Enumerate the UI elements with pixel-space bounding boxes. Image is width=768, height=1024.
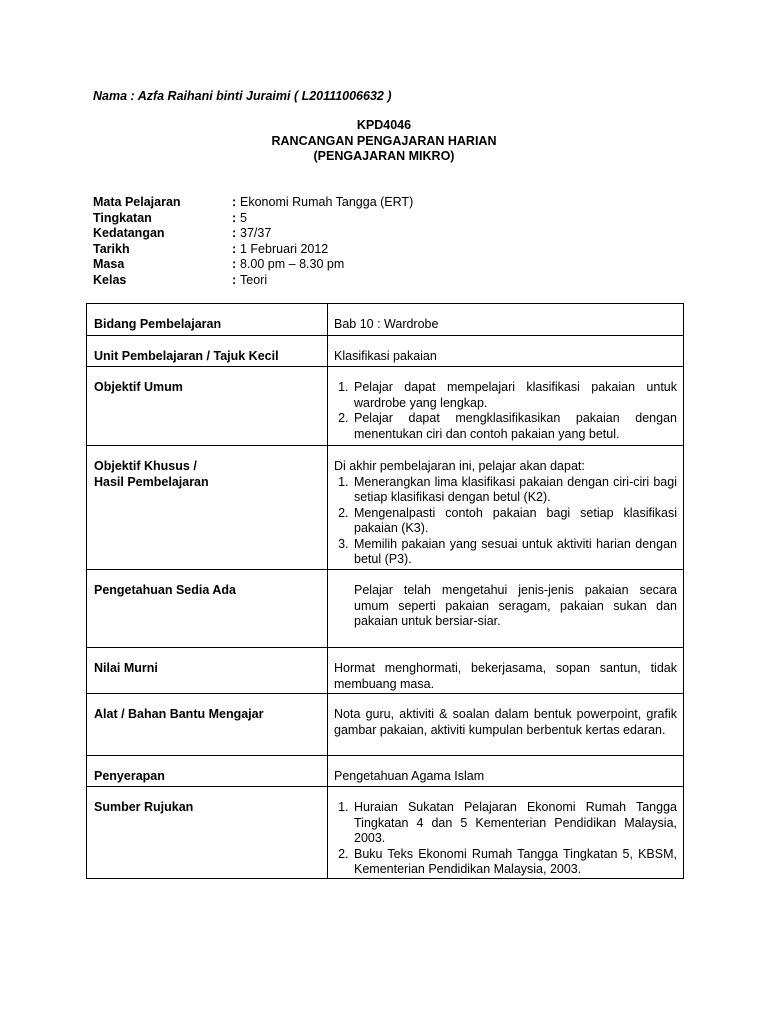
row-value: Bab 10 : Wardrobe (328, 304, 684, 336)
info-row-time (93, 257, 413, 273)
lesson-plan-table (86, 303, 684, 879)
row-value: Nota guru, aktiviti & soalan dalam bentuk powerpoint, grafik gambar pakaian, aktiviti kumpulan berbentuk kertas edaran. (328, 694, 684, 756)
row-label: Sumber Rujukan (87, 787, 328, 879)
info-colon: : (232, 195, 237, 209)
info-label: Mata Pelajaran (93, 195, 181, 209)
table-row-objektif-umum (87, 367, 684, 446)
objektif-khusus-intro: Di akhir pembelajaran ini, pelajar akan dapat: (334, 459, 585, 473)
table-row-unit (87, 336, 684, 367)
row-label-line: Objektif Khusus / (94, 459, 197, 473)
course-code: KPD4046 (356, 118, 412, 132)
table-row-bidang (87, 304, 684, 336)
row-label: Unit Pembelajaran / Tajuk Kecil (87, 336, 328, 367)
sumber-list (334, 800, 677, 878)
row-label: Penyerapan (87, 756, 328, 787)
table-row-objektif-khusus (87, 446, 684, 570)
row-value (328, 367, 684, 446)
info-value: 8.00 pm – 8.30 pm (240, 257, 345, 271)
info-row-date (93, 242, 413, 258)
info-label: Kedatangan (93, 226, 165, 240)
row-value (328, 446, 684, 570)
list-item: 2. Buku Teks Ekonomi Rumah Tangga Tingkatan 5, KBSM, Kementerian Pendidikan Malaysia, 2003. (352, 847, 677, 878)
info-row-subject (93, 195, 413, 211)
info-label: Tingkatan (93, 210, 152, 225)
info-row-class (93, 273, 413, 289)
table-row-pengetahuan (87, 570, 684, 648)
lesson-info (93, 195, 413, 288)
info-row-form (93, 211, 413, 227)
list-item: 3. Memilih pakaian yang sesuai untuk aktiviti harian dengan betul (P3). (352, 537, 677, 568)
info-colon: : (232, 272, 237, 287)
row-label: Pengetahuan Sedia Ada (87, 570, 328, 648)
info-label: Masa (93, 257, 125, 271)
info-value: 37/37 (240, 226, 272, 240)
document-subtitle: (PENGAJARAN MIKRO) (313, 149, 455, 163)
row-label: Bidang Pembelajaran (87, 304, 328, 336)
row-value (328, 570, 684, 648)
info-label: Kelas (93, 272, 127, 287)
document-title: RANCANGAN PENGAJARAN HARIAN (271, 133, 497, 148)
row-value: Hormat menghormati, bekerjasama, sopan santun, tidak membuang masa. (328, 648, 684, 694)
row-label (87, 446, 328, 570)
row-value: Pengetahuan Agama Islam (328, 756, 684, 787)
row-label: Alat / Bahan Bantu Mengajar (87, 694, 328, 756)
info-row-attendance (93, 226, 413, 242)
row-label: Objektif Umum (87, 367, 328, 446)
row-value (328, 787, 684, 879)
table-row-nilai (87, 648, 684, 694)
info-label: Tarikh (93, 241, 130, 256)
document-heading (0, 118, 768, 165)
list-item: 1. Huraian Sukatan Pelajaran Ekonomi Rumah Tangga Tingkatan 4 dan 5 Kementerian Pendidikan Malaysia, 2003. (352, 800, 677, 847)
table-row-sumber (87, 787, 684, 879)
table-row-penyerapan (87, 756, 684, 787)
objektif-umum-list (334, 380, 677, 442)
info-value: Ekonomi Rumah Tangga (ERT) (240, 195, 414, 209)
info-value: 1 Februari 2012 (240, 241, 329, 256)
list-item: 1. Pelajar dapat mempelajari klasifikasi pakaian untuk wardrobe yang lengkap. (352, 380, 677, 411)
info-colon: : (232, 241, 237, 256)
info-colon: : (232, 210, 237, 225)
objektif-khusus-list (334, 475, 677, 568)
table-row-alat (87, 694, 684, 756)
row-value: Klasifikasi pakaian (328, 336, 684, 367)
list-item: 1. Menerangkan lima klasifikasi pakaian dengan ciri-ciri bagi setiap klasifikasi dengan betul (K2). (352, 475, 677, 506)
student-name-line: Nama : Azfa Raihani binti Juraimi ( L20111006632 ) (93, 89, 392, 103)
pengetahuan-text: Pelajar telah mengetahui jenis-jenis pakaian secara umum seperti pakaian seragam, pakaian sukan dan pakaian untuk bersiar-siar. (354, 583, 677, 628)
list-item: 2. Pelajar dapat mengklasifikasikan pakaian dengan menentukan ciri dan contoh pakaian yang betul. (352, 411, 677, 442)
info-value: 5 (240, 210, 247, 225)
info-value: Teori (240, 272, 268, 287)
row-label-line: Hasil Pembelajaran (94, 474, 209, 489)
row-label: Nilai Murni (87, 648, 328, 694)
info-colon: : (232, 226, 237, 240)
list-item: 2. Mengenalpasti contoh pakaian bagi setiap klasifikasi pakaian (K3). (352, 506, 677, 537)
info-colon: : (232, 257, 237, 271)
